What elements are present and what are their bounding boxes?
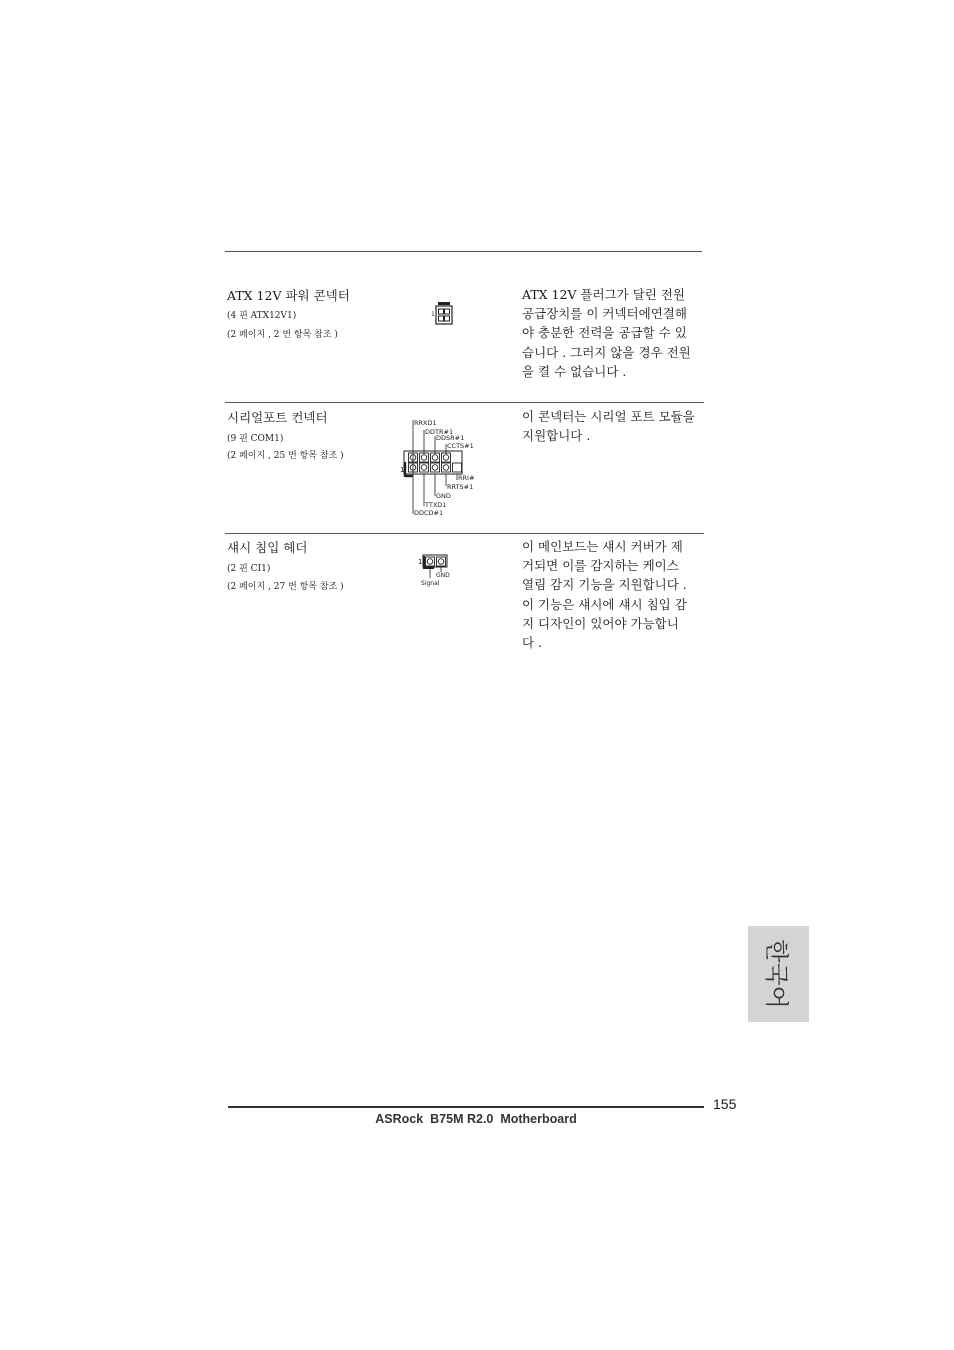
ci-pin1-label: 1 [418,558,423,566]
com-pin-label: CCTS#1 [447,442,474,450]
desc-line: 열림 감지 기능을 지원합니다 . [522,577,687,593]
com-pin-label: RRXD1 [414,419,437,427]
com-pins: (9 핀 COM1) [227,434,284,444]
page-number: 155 [713,1096,737,1112]
footer-rule [228,1106,704,1108]
desc-line: 을 켤 수 없습니다 . [522,363,627,379]
com-pin1-label: 1 [400,466,405,474]
com-pin-label: DDCD#1 [414,509,444,517]
language-side-tab [748,926,809,1022]
ci-header-diagram [414,552,464,588]
com-title: 시리얼포트 컨넥터 [227,410,328,425]
com-pin-label: RRI# [458,474,475,482]
top-rule [225,251,702,252]
com-ref: (2 페이지 , 25 번 항목 참조 ) [227,451,344,461]
desc-line: 습니다 . 그러지 않을 경우 전원 [522,344,691,360]
footer-title: ASRock B75M R2.0 Motherboard [375,1112,577,1126]
desc-line: 지원합니다 . [522,428,591,444]
desc-line: 공급장치를 이 커넥터에연결해 [522,306,687,322]
com-pin-label: GND [436,492,451,500]
atx12v-connector-diagram [428,300,458,328]
atx12v-pins: (4 핀 ATX12V1) [227,311,297,321]
desc-line: 지 디자인이 있어야 가능합니 [522,615,679,631]
com-pin-label: DDSR#1 [436,434,465,442]
desc-line: 다 . [522,634,543,650]
com-description [522,407,695,445]
atx12v-pin1-label: 1 [431,311,435,318]
com-pin-label: DDTR#1 [425,428,454,436]
atx12v-title: ATX 12V 파워 콘넥터 [227,288,350,303]
atx12v-description [522,285,691,381]
desc-line: 야 충분한 전력을 공급할 수 있 [522,325,687,341]
desc-line: 이 기능은 섀시에 섀시 침입 감 [522,596,687,612]
ci-title: 섀시 침입 헤더 [227,540,308,555]
desc-line: 이 메인보드는 섀시 커버가 제 [522,539,683,554]
ci-gnd-label: GND [436,572,450,579]
desc-line: 이 콘넥터는 시리얼 포트 모듈을 [522,409,695,424]
section-rule-2 [225,533,704,534]
desc-line: ATX 12V 플러그가 달린 전원 [522,287,686,302]
com-connector-diagram [396,414,486,520]
ci-signal-label: Signal [421,580,440,587]
ci-ref: (2 페이지 , 27 번 항목 참조 ) [227,582,344,592]
ci-pins: (2 핀 CI1) [227,564,271,574]
com-pin-label: RRTS#1 [447,483,474,491]
com-pin-label: TTXD1 [425,501,447,509]
language-tab-label: 한국어 [762,939,790,1009]
atx12v-ref: (2 페이지 , 2 번 항목 참조 ) [227,330,338,340]
section-rule-1 [225,402,704,403]
desc-line: 거되면 이를 감지하는 케이스 [522,558,679,574]
ci-description [522,537,687,652]
